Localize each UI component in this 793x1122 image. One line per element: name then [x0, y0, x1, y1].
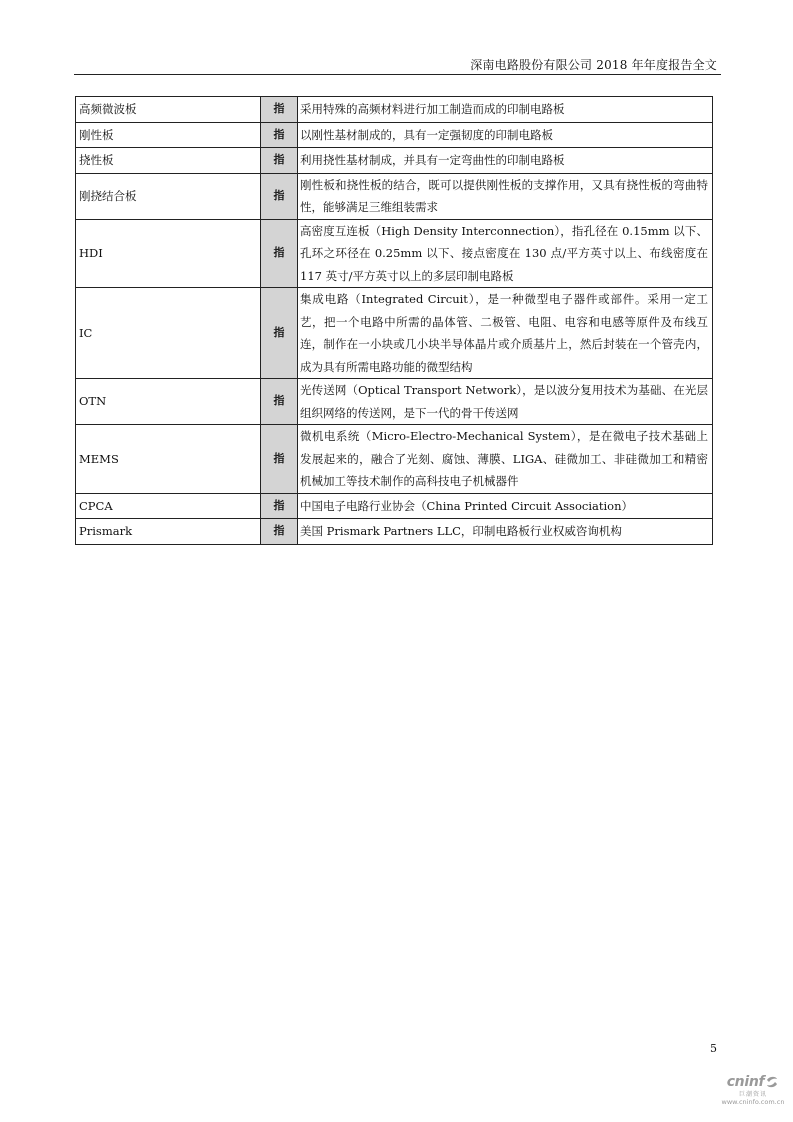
- glossary-mark: 指: [261, 173, 298, 219]
- glossary-mark: 指: [261, 219, 298, 288]
- glossary-row: [76, 173, 713, 219]
- glossary-term: 高频微波板: [76, 97, 261, 123]
- glossary-term: MEMS: [76, 425, 261, 494]
- glossary-row: [76, 493, 713, 519]
- glossary-row: [76, 519, 713, 545]
- glossary-mark: 指: [261, 97, 298, 123]
- glossary-term: 刚性板: [76, 122, 261, 148]
- glossary-definition: 中国电子电路行业协会（China Printed Circuit Association）: [298, 493, 713, 519]
- report-header-title: 深南电路股份有限公司 2018 年年度报告全文: [470, 58, 717, 72]
- glossary-term: Prismark: [76, 519, 261, 545]
- glossary-term: IC: [76, 288, 261, 379]
- glossary-mark: 指: [261, 379, 298, 425]
- glossary-definition: 刚性板和挠性板的结合，既可以提供刚性板的支撑作用，又具有挠性板的弯曲特性，能够满足三维组装需求: [298, 173, 713, 219]
- glossary-mark: 指: [261, 288, 298, 379]
- glossary-row: [76, 148, 713, 174]
- glossary-table: [75, 96, 713, 545]
- glossary-definition: 高密度互连板（High Density Interconnection），指孔径在 0.15mm 以下、孔环之环径在 0.25mm 以下、接点密度在 130 点/平方英寸以上、布线密度在 117 英寸/平方英寸以上的多层印制电路板: [298, 219, 713, 288]
- glossary-definition: 采用特殊的高频材料进行加工制造而成的印制电路板: [298, 97, 713, 123]
- glossary-row: [76, 379, 713, 425]
- cninfo-watermark-logo: [718, 1074, 788, 1106]
- watermark-subtitle: 巨潮资讯: [738, 1091, 767, 1098]
- glossary-mark: 指: [261, 148, 298, 174]
- glossary-row: [76, 97, 713, 123]
- glossary-definition: 微机电系统（Micro-Electro-Mechanical System），是在微电子技术基础上发展起来的，融合了光刻、腐蚀、薄膜、LIGA、硅微加工、非硅微加工和精密机械加工等技术制作的高科技电子机械器件: [298, 425, 713, 494]
- glossary-term: CPCA: [76, 493, 261, 519]
- glossary-definition: 光传送网（Optical Transport Network），是以波分复用技术为基础、在光层组织网络的传送网，是下一代的骨干传送网: [298, 379, 713, 425]
- watermark-brand: cninf: [726, 1074, 765, 1090]
- glossary-row: [76, 425, 713, 494]
- watermark-url: www.cninfo.com.cn: [721, 1098, 785, 1106]
- glossary-mark: 指: [261, 425, 298, 494]
- swirl-icon: [765, 1075, 779, 1089]
- glossary-definition: 以刚性基材制成的，具有一定强韧度的印制电路板: [298, 122, 713, 148]
- glossary-row: [76, 219, 713, 288]
- glossary-mark: 指: [261, 519, 298, 545]
- glossary-row: [76, 288, 713, 379]
- glossary-row: [76, 122, 713, 148]
- glossary-term: 刚挠结合板: [76, 173, 261, 219]
- glossary-definition: 集成电路（Integrated Circuit），是一种微型电子器件或部件。采用一定工艺，把一个电路中所需的晶体管、二极管、电阻、电容和电感等原件及布线互连，制作在一小块或几小块半导体晶片或介质基片上，然后封装在一个管壳内，成为具有所需电路功能的微型结构: [298, 288, 713, 379]
- glossary-term: 挠性板: [76, 148, 261, 174]
- glossary-mark: 指: [261, 493, 298, 519]
- page-number: 5: [710, 1042, 717, 1055]
- header-divider: [74, 74, 721, 75]
- glossary-mark: 指: [261, 122, 298, 148]
- glossary-definition: 利用挠性基材制成，并具有一定弯曲性的印制电路板: [298, 148, 713, 174]
- glossary-term: OTN: [76, 379, 261, 425]
- glossary-term: HDI: [76, 219, 261, 288]
- glossary-definition: 美国 Prismark Partners LLC，印制电路板行业权威咨询机构: [298, 519, 713, 545]
